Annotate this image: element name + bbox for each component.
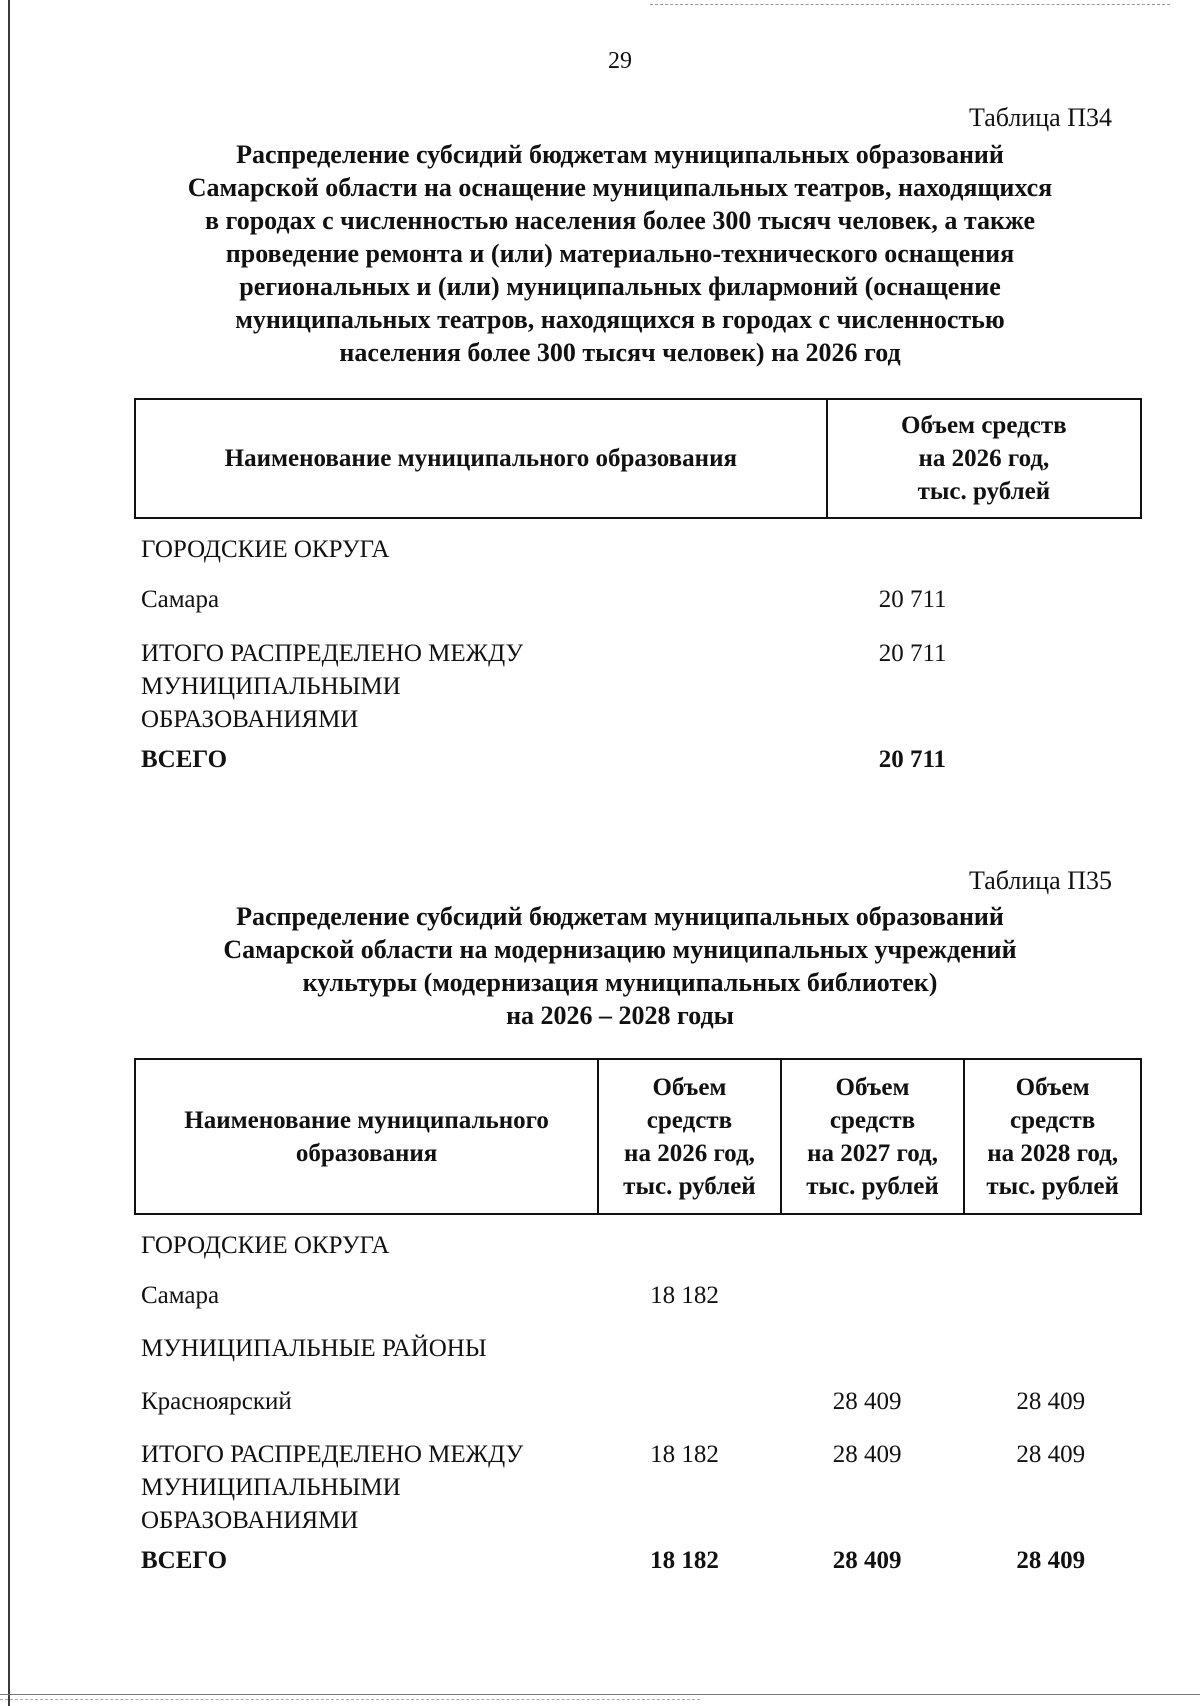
header-line: Объем — [1015, 1073, 1090, 1101]
row-value-2028 — [964, 1320, 1141, 1373]
row-value-2026: 18 182 — [650, 1282, 719, 1309]
row-value-2026: 18 182 — [650, 1441, 719, 1468]
header-line: на 2026 год, — [918, 445, 1050, 472]
row-name-line: МУНИЦИПАЛЬНЫМИ — [141, 1474, 401, 1501]
row-name: Самара — [141, 1282, 220, 1309]
title-line: на 2026 – 2028 годы — [506, 1001, 734, 1030]
table-p35-header-row — [135, 1059, 1141, 1214]
header-line: Объем средств — [901, 412, 1067, 439]
header-line: Объем — [835, 1073, 910, 1101]
title-line: проведение ремонта и (или) материально-технического оснащения — [225, 239, 1015, 268]
row-name: ВСЕГО — [141, 746, 228, 773]
title-line: Распределение субсидий бюджетам муниципальных образований — [236, 140, 1004, 169]
row-name-line: ИТОГО РАСПРЕДЕЛЕНО МЕЖДУ — [141, 1441, 524, 1468]
row-value-2027: 28 409 — [832, 1547, 902, 1574]
header-line: на 2026 год, — [624, 1139, 755, 1167]
row-value-2028 — [964, 1267, 1141, 1320]
table-p34-title — [120, 138, 1120, 369]
row-name: МУНИЦИПАЛЬНЫЕ РАЙОНЫ — [141, 1335, 487, 1362]
row-value-2026 — [598, 1373, 781, 1426]
table-row-total — [135, 1544, 1141, 1584]
row-value-2027: 28 409 — [832, 1388, 902, 1415]
scan-edge-top — [650, 4, 1170, 6]
row-value-2028 — [964, 1214, 1141, 1267]
row-value — [827, 518, 1141, 571]
table-row — [135, 1373, 1141, 1426]
row-value: 20 711 — [878, 586, 947, 613]
row-value: 20 711 — [878, 640, 947, 667]
header-line: тыс. рублей — [917, 478, 1051, 505]
title-line: муниципальных театров, находящихся в городах с численностью — [235, 305, 1005, 334]
table-row — [135, 1214, 1141, 1267]
table-row — [135, 1267, 1141, 1320]
row-value: 20 711 — [878, 746, 947, 773]
row-name: ГОРОДСКИЕ ОКРУГА — [141, 536, 390, 563]
header-volume-2026 — [598, 1059, 781, 1214]
row-value-2027: 28 409 — [832, 1441, 902, 1468]
title-line: населения более 300 тысяч человек) на 2026 год — [339, 338, 901, 367]
row-value-2028: 28 409 — [1016, 1441, 1086, 1468]
table-row — [135, 625, 1141, 743]
row-name: ВСЕГО — [141, 1547, 228, 1574]
table-row — [135, 1320, 1141, 1373]
row-value-2028: 28 409 — [1016, 1388, 1086, 1415]
header-line: средств — [1010, 1106, 1096, 1134]
title-line: Самарской области на оснащение муниципальных театров, находящихся — [187, 173, 1053, 202]
header-line: Наименование муниципального — [184, 1106, 549, 1134]
scan-edge-bottom — [0, 1694, 1200, 1696]
row-value-2026 — [598, 1214, 781, 1267]
row-name: Самара — [141, 586, 220, 613]
header-line: Объем — [652, 1073, 727, 1101]
header-line: средств — [829, 1106, 916, 1134]
row-name-line: ОБРАЗОВАНИЯМИ — [141, 706, 359, 733]
table-p34-label: Таблица П34 — [969, 103, 1112, 132]
header-line: на 2027 год, — [807, 1139, 938, 1167]
row-value-2026 — [598, 1320, 781, 1373]
header-volume-2028 — [964, 1059, 1141, 1214]
row-name: Красноярский — [141, 1388, 292, 1415]
page-number: 29 — [608, 48, 632, 74]
header-municipality — [135, 1059, 598, 1214]
title-line: Самарской области на модернизацию муниципальных учреждений — [223, 935, 1017, 964]
row-name-line: ИТОГО РАСПРЕДЕЛЕНО МЕЖДУ — [141, 640, 524, 667]
row-name — [135, 625, 827, 743]
title-line: региональных и (или) муниципальных филармоний (оснащение — [239, 272, 1001, 301]
row-value-2028: 28 409 — [1016, 1547, 1086, 1574]
table-p35-title — [120, 900, 1120, 1032]
title-line: Распределение субсидий бюджетам муниципальных образований — [236, 902, 1004, 931]
table-p34 — [134, 398, 1142, 783]
row-name — [135, 1426, 598, 1544]
title-line: культуры (модернизация муниципальных библиотек) — [302, 968, 938, 997]
scan-edge-left — [8, 0, 10, 1706]
table-p34-header-row — [135, 399, 1141, 518]
row-name-line: ОБРАЗОВАНИЯМИ — [141, 1507, 359, 1534]
scan-edge-bottom-dashed — [0, 1699, 700, 1701]
header-volume-2026 — [827, 399, 1141, 518]
header-volume-2027 — [781, 1059, 965, 1214]
header-municipality: Наименование муниципального образования — [135, 399, 827, 518]
table-row — [135, 518, 1141, 571]
header-line: средств — [646, 1106, 733, 1134]
row-value-2027 — [781, 1267, 965, 1320]
title-line: в городах с численностью населения более 300 тысяч человек, а также — [205, 206, 1035, 235]
header-line: тыс. рублей — [623, 1172, 756, 1200]
row-value-2027 — [781, 1214, 965, 1267]
table-p35 — [134, 1058, 1142, 1584]
row-name: ГОРОДСКИЕ ОКРУГА — [141, 1232, 390, 1259]
header-line: тыс. рублей — [806, 1172, 939, 1200]
header-line: тыс. рублей — [986, 1172, 1119, 1200]
table-row-total — [135, 743, 1141, 783]
table-row — [135, 571, 1141, 625]
table-p35-label: Таблица П35 — [969, 866, 1112, 895]
table-row — [135, 1426, 1141, 1544]
row-value-2027 — [781, 1320, 965, 1373]
row-value-2026: 18 182 — [650, 1547, 719, 1574]
header-line: на 2028 год, — [987, 1139, 1119, 1167]
header-line: образования — [295, 1139, 438, 1167]
row-name-line: МУНИЦИПАЛЬНЫМИ — [141, 673, 401, 700]
